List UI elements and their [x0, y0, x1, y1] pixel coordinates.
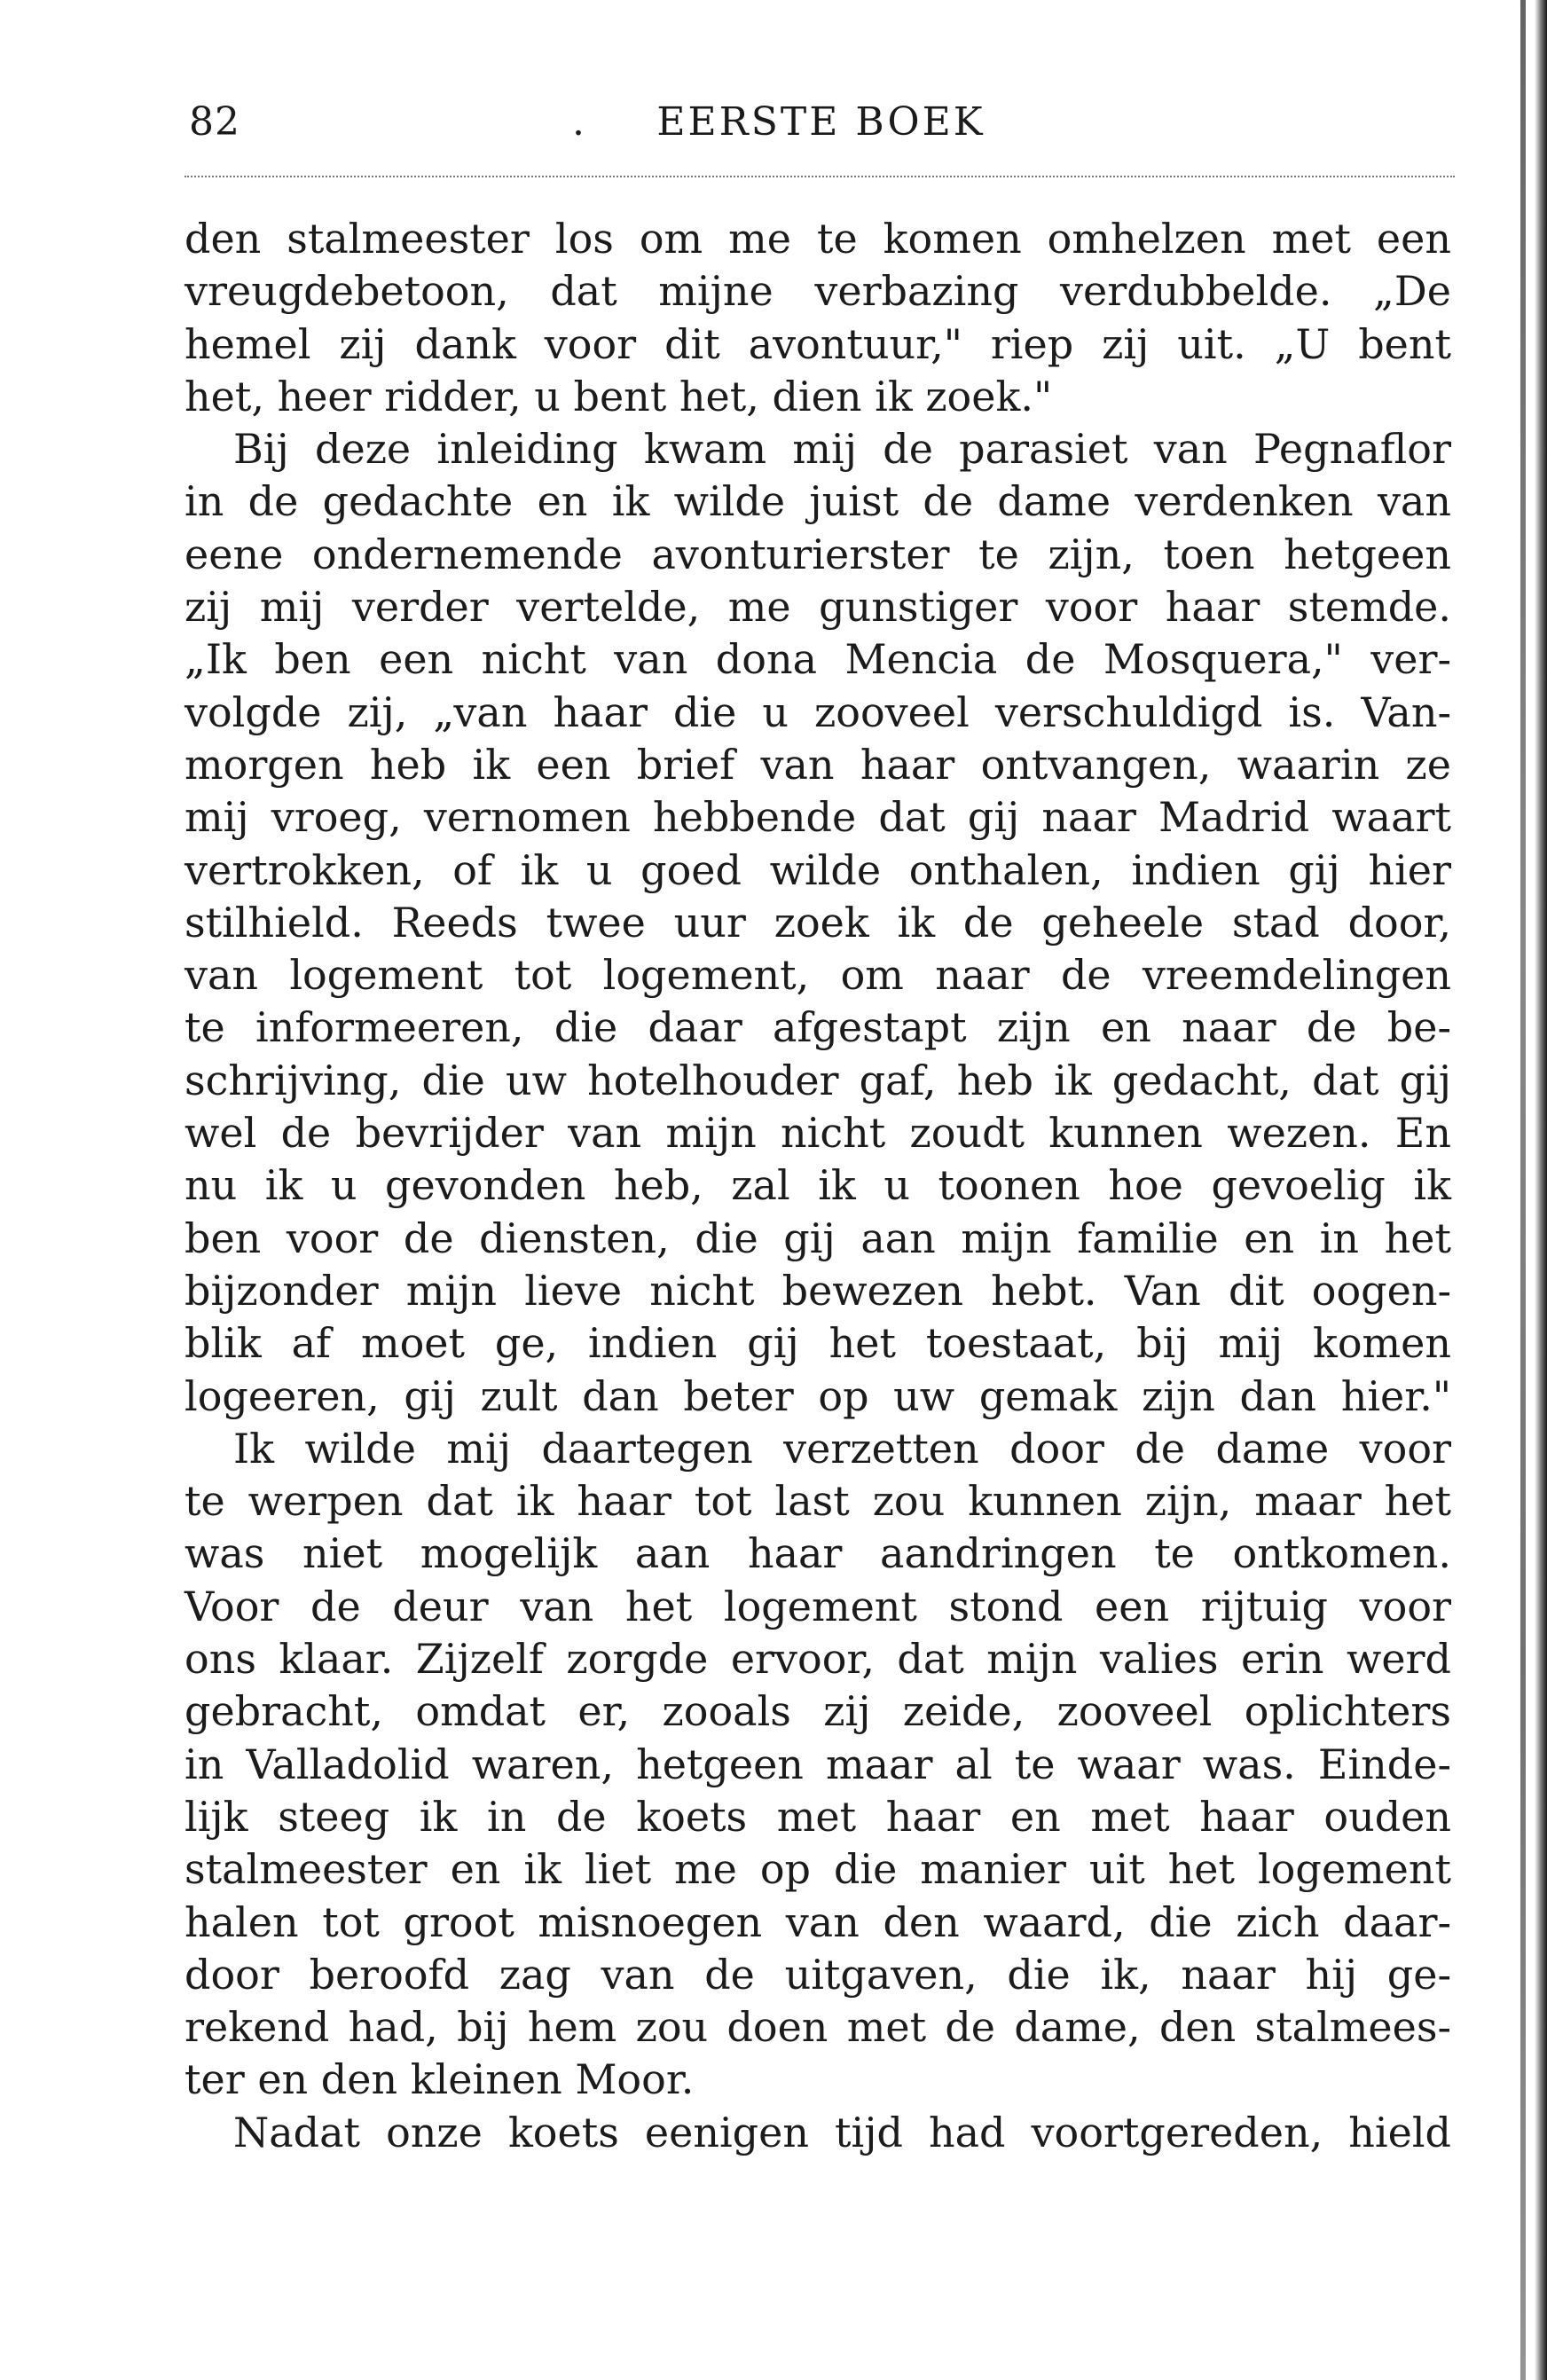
header-dotted-rule — [185, 176, 1455, 177]
text-line: vreugdebetoon, dat mijne verbazing verdubbelde. „De — [185, 267, 1451, 316]
text-line: het, heer ridder, u bent het, dien ik zoek." — [185, 372, 1053, 420]
text-line: Voor de deur van het logement stond een rijtuig voor — [185, 1582, 1451, 1630]
text-line: schrijving, die uw hotelhouder gaf, heb ik gedacht, dat gij — [185, 1056, 1451, 1104]
page-number: 82 — [189, 99, 240, 145]
header-dot: . — [572, 99, 585, 145]
text-line: nu ik u gevonden heb, zal ik u toonen hoe gevoelig ik — [185, 1161, 1451, 1210]
text-line: vertrokken, of ik u goed wilde onthalen, indien gij hier — [185, 845, 1451, 894]
text-line: in Valladolid waren, hetgeen maar al te waar was. Einde- — [185, 1740, 1451, 1788]
text-line: Bij deze inleiding kwam mij de parasiet van Pegnaflor — [233, 425, 1451, 474]
text-line: in de gedachte en ik wilde juist de dame verdenken van — [185, 477, 1451, 526]
text-line: volgde zij, „van haar die u zooveel verschuldigd is. Van- — [185, 687, 1451, 736]
text-line: den stalmeester los om me te komen omhelzen met een — [185, 215, 1451, 263]
text-line: blik af moet ge, indien gij het toestaat, bij mij komen — [185, 1319, 1451, 1368]
page-edge-line — [1520, 0, 1526, 2380]
text-line: zij mij verder vertelde, me gunstiger voor haar stemde. — [185, 583, 1451, 632]
text-line: halen tot groot misnoegen van den waard, die zich daar- — [185, 1897, 1451, 1946]
running-title: EERSTE BOEK — [656, 99, 986, 145]
page-header — [189, 99, 1453, 153]
text-line: gebracht, omdat er, zooals zij zeide, zooveel oplichters — [185, 1687, 1451, 1736]
text-line: morgen heb ik een brief van haar ontvangen, waarin ze — [185, 740, 1451, 789]
text-line: hemel zij dank voor dit avontuur," riep zij uit. „U bent — [185, 319, 1451, 368]
text-line: mij vroeg, vernomen hebbende dat gij naar Madrid waart — [185, 793, 1451, 842]
text-line: „Ik ben een nicht van dona Mencia de Mosquera," ver- — [185, 635, 1451, 684]
text-line: ons klaar. Zijzelf zorgde ervoor, dat mijn valies erin werd — [185, 1635, 1451, 1684]
text-line: van logement tot logement, om naar de vreemdelingen — [185, 951, 1451, 1000]
text-line: wel de bevrijder van mijn nicht zoudt kunnen wezen. En — [185, 1109, 1451, 1158]
text-line: rekend had, bij hem zou doen met de dame, den stalmees- — [185, 2003, 1451, 2052]
text-line: bijzonder mijn lieve nicht bewezen hebt. Van dit oogen- — [185, 1266, 1451, 1315]
page-edge-shadow — [1535, 0, 1547, 2380]
text-line: ben voor de diensten, die gij aan mijn familie en in het — [185, 1214, 1451, 1262]
text-line: te informeeren, die daar afgestapt zijn en naar de be- — [185, 1003, 1451, 1052]
text-line: ter en den kleinen Moor. — [185, 2055, 695, 2104]
text-line: door beroofd zag van de uitgaven, die ik, naar hij ge- — [185, 1950, 1451, 1999]
text-line: Ik wilde mij daartegen verzetten door de dame voor — [233, 1424, 1451, 1473]
text-line: stalmeester en ik liet me op die manier uit het logement — [185, 1845, 1451, 1894]
text-line: Nadat onze koets eenigen tijd had voortgereden, hield — [233, 2108, 1451, 2156]
text-line: te werpen dat ik haar tot last zou kunnen zijn, maar het — [185, 1477, 1451, 1526]
text-line: logeeren, gij zult dan beter op uw gemak zijn dan hier." — [185, 1371, 1451, 1420]
text-line: lijk steeg ik in de koets met haar en met haar ouden — [185, 1792, 1451, 1841]
text-line: eene ondernemende avonturierster te zijn, toen hetgeen — [185, 530, 1451, 578]
text-line: stilhield. Reeds twee uur zoek ik de geheele stad door, — [185, 898, 1451, 947]
body-text — [185, 213, 1451, 2159]
text-line: was niet mogelijk aan haar aandringen te ontkomen. — [185, 1529, 1451, 1578]
